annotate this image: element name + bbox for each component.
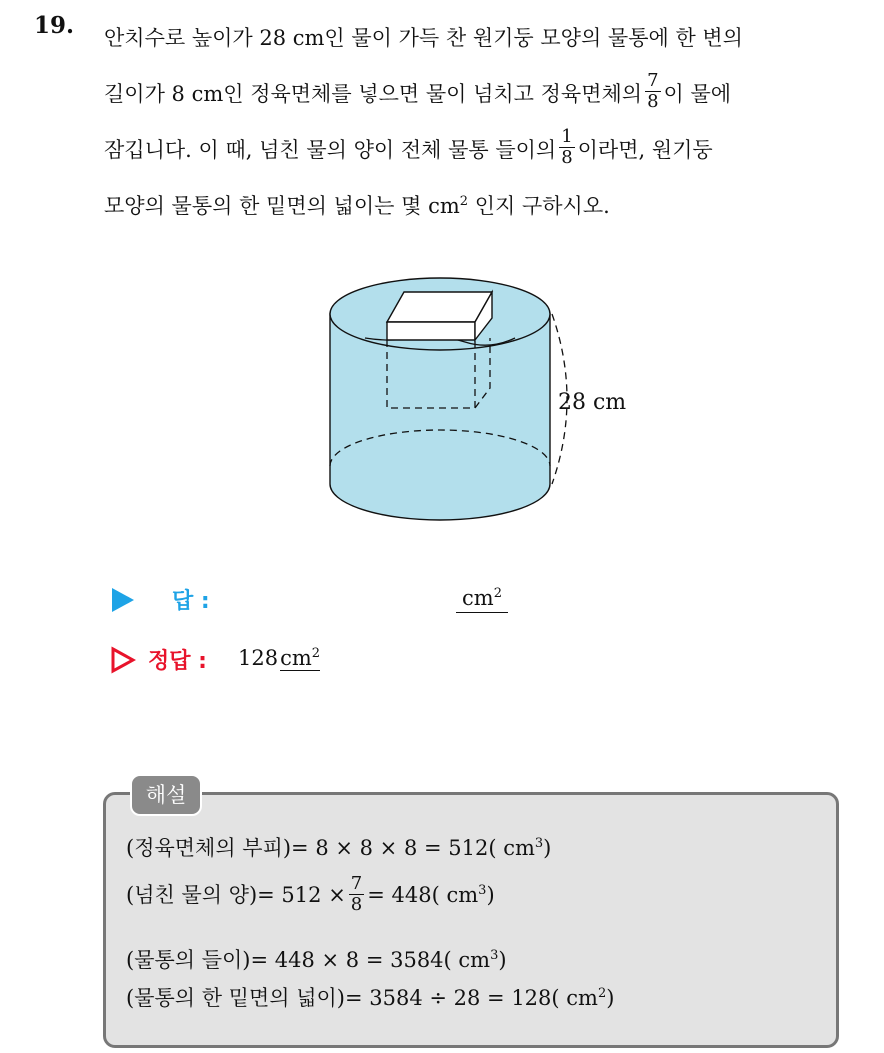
correct-answer-row xyxy=(108,644,608,678)
correct-answer-unit xyxy=(280,646,320,671)
answer-unit-exponent: 2 xyxy=(493,586,502,601)
question-number: 19. xyxy=(34,12,75,39)
fraction-numerator: 7 xyxy=(350,873,363,894)
unit-cm: cm xyxy=(428,194,460,218)
correct-answer-number: 128 xyxy=(238,646,279,670)
solution-line-1-text: (정육면체의 부피)= 8 × 8 × 8 = 512( cm xyxy=(126,836,535,860)
fraction-denominator: 8 xyxy=(350,894,363,915)
unit-exponent: 2 xyxy=(459,194,469,209)
question-line-4-tail: 인지 구하시오. xyxy=(474,194,610,218)
correct-answer-label: 정답 : xyxy=(148,649,207,674)
solution-exponent: 2 xyxy=(597,986,607,1001)
answer-label: 답 : xyxy=(172,589,210,614)
cube-top-face xyxy=(387,292,492,322)
correct-answer-unit-text: cm xyxy=(280,646,312,670)
question-line-4 xyxy=(104,178,874,234)
answer-unit: cm xyxy=(462,586,494,610)
cylinder-figure xyxy=(320,262,660,532)
answer-blank[interactable] xyxy=(456,584,508,613)
solution-exponent: 3 xyxy=(534,836,544,851)
fraction-seven-eighths xyxy=(645,71,660,112)
solution-close-paren: ) xyxy=(606,986,615,1010)
outline-triangle-icon xyxy=(110,646,136,674)
fraction-denominator: 8 xyxy=(647,91,659,112)
solution-close-paren: ) xyxy=(486,883,495,907)
solution-line-1 xyxy=(126,832,551,862)
correct-answer-value xyxy=(238,646,320,670)
solution-line-2 xyxy=(126,873,495,917)
question-line-3 xyxy=(104,122,874,178)
cube-front-face xyxy=(387,322,475,340)
correct-answer-unit-exponent: 2 xyxy=(311,646,321,661)
solution-line-4-text: (물통의 한 밑면의 넓이)= 3584 ÷ 28 = 128( cm xyxy=(126,986,598,1010)
solution-line-4 xyxy=(126,982,614,1012)
question-line-2 xyxy=(104,66,874,122)
play-triangle-icon xyxy=(112,588,134,612)
question-line-2-tail: 이 물에 xyxy=(663,82,732,106)
solution-exponent: 3 xyxy=(478,883,487,898)
height-label: 28 cm xyxy=(558,390,627,415)
fraction-numerator: 7 xyxy=(647,70,659,91)
answer-row xyxy=(108,584,608,616)
solution-line-2-tail: = 448( cm xyxy=(367,883,479,907)
question-line-1: 안치수로 높이가 28 cm인 물이 가득 찬 원기둥 모양의 물통에 한 변의 xyxy=(104,26,743,50)
fraction-one-eighth xyxy=(559,127,574,168)
solution-tab: 해설 xyxy=(130,774,202,816)
solution-line-3 xyxy=(126,944,507,974)
solution-line-2-text: (넘친 물의 양)= 512 × xyxy=(126,883,346,907)
solution-line-3-text: (물통의 들이)= 448 × 8 = 3584( cm xyxy=(126,948,491,972)
question-line-4-text: 모양의 물통의 한 밑면의 넓이는 몇 xyxy=(104,194,422,218)
question-line-3-tail: 이라면, 원기둥 xyxy=(577,138,713,162)
solution-fraction xyxy=(349,874,364,915)
solution-close-paren: ) xyxy=(498,948,507,972)
question-line-2-text: 길이가 8 cm인 정육면체를 넣으면 물이 넘치고 정육면체의 xyxy=(104,82,643,106)
fraction-numerator: 1 xyxy=(561,126,573,147)
question-line-3-text: 잠깁니다. 이 때, 넘친 물의 양이 전체 물통 들이의 xyxy=(104,138,557,162)
solution-close-paren: ) xyxy=(543,836,552,860)
question-text xyxy=(104,10,874,234)
fraction-denominator: 8 xyxy=(561,147,573,168)
solution-exponent: 3 xyxy=(490,948,499,963)
